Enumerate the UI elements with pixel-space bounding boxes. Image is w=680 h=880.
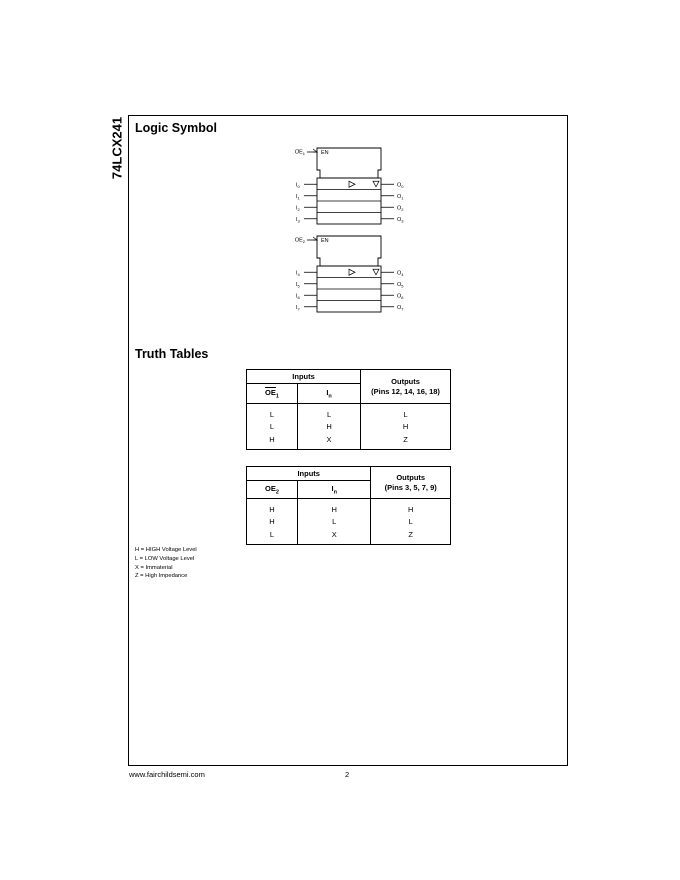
output-pin-label: $O_5$ — [397, 281, 404, 289]
table-cell: L — [298, 404, 361, 420]
oe2-label: OE — [265, 483, 276, 493]
output-pin-label: $O_2$ — [397, 205, 404, 212]
part-number-vertical — [108, 116, 126, 180]
table-cell: H — [247, 434, 298, 449]
in-column-header — [298, 481, 371, 499]
in-column-header — [298, 384, 361, 404]
table-cell: H — [247, 514, 298, 529]
oe1-label: $\overline{OE}$ — [265, 387, 276, 397]
table-cell: H — [247, 499, 298, 515]
truth-table-1 — [246, 369, 451, 450]
enable-label: $OE_1$ — [294, 149, 305, 156]
outputs-header-label: Outputs — [391, 376, 420, 386]
output-pin-label: $O_0$ — [397, 182, 404, 189]
output-pin-label: $O_3$ — [397, 216, 404, 224]
inputs-header: Inputs — [247, 370, 361, 384]
input-pin-label: $I_7$ — [296, 304, 300, 312]
legend-item: X = Immaterial — [135, 564, 173, 571]
part-number-text: 74LCX241 — [109, 116, 125, 180]
table-cell: L — [247, 404, 298, 420]
table-cell: L — [408, 517, 413, 526]
input-pin-label: $I_6$ — [296, 293, 300, 300]
output-pin-label: $O_7$ — [397, 304, 404, 312]
input-pin-label: $I_5$ — [296, 281, 300, 289]
legend-item: Z = High Impedance — [135, 573, 188, 580]
logic-symbol-heading: Logic Symbol — [135, 121, 217, 135]
oe2-column-header — [247, 481, 298, 499]
table-cell: L — [247, 419, 298, 434]
output-pin-label: $O_1$ — [397, 193, 404, 201]
in-label: I — [331, 483, 334, 493]
table-row — [247, 499, 451, 515]
input-pin-label: $I_0$ — [296, 182, 300, 189]
output-pin-label: $O_4$ — [397, 270, 404, 277]
en-label: EN — [321, 238, 329, 244]
table-row — [247, 434, 451, 449]
page-number: 2 — [345, 770, 350, 779]
table-row — [247, 514, 451, 529]
table-cell: H — [407, 505, 414, 514]
table-cell: L — [298, 514, 371, 529]
table-cell: Z — [403, 435, 408, 445]
table-row — [247, 529, 451, 544]
table-cell: Z — [408, 530, 413, 540]
in-sub: n — [333, 489, 337, 496]
outputs-header-label: Outputs — [396, 472, 426, 482]
truth-tables-heading: Truth Tables — [135, 347, 209, 361]
legend-item: H = HIGH Voltage Level — [135, 547, 197, 553]
input-pin-label: $I_3$ — [296, 216, 300, 224]
table-row — [247, 404, 451, 420]
table-cell: X — [298, 434, 361, 449]
input-pin-label: $I_4$ — [296, 270, 300, 277]
oe1-column-header — [247, 384, 298, 404]
outputs-pins-label: (Pins 3, 5, 7, 9) — [384, 482, 437, 492]
table-cell: H — [402, 422, 409, 431]
oe1-sub: 1 — [275, 393, 279, 400]
in-label: I — [326, 387, 329, 397]
table-cell: L — [403, 410, 408, 419]
truth-table-2 — [246, 466, 451, 545]
legend — [135, 546, 197, 581]
table-cell: L — [247, 529, 298, 544]
footer-url-link[interactable]: www.fairchildsemi.com — [129, 770, 205, 779]
table-cell: X — [298, 529, 371, 544]
enable-label: $OE_2$ — [294, 237, 305, 244]
input-pin-label: $I_2$ — [296, 205, 300, 212]
outputs-header — [361, 370, 451, 404]
en-label: EN — [321, 150, 329, 156]
table-row — [247, 419, 451, 434]
input-pin-label: $I_1$ — [296, 193, 300, 201]
inputs-header: Inputs — [247, 467, 371, 481]
table-cell: H — [298, 499, 371, 515]
output-pin-label: $O_6$ — [397, 293, 404, 300]
oe2-sub: 2 — [275, 489, 279, 496]
outputs-pins-label: (Pins 12, 14, 16, 18) — [371, 386, 440, 396]
legend-item: L = LOW Voltage Level — [135, 555, 195, 562]
outputs-header — [371, 467, 451, 499]
in-sub: n — [328, 393, 332, 400]
table-cell: H — [298, 419, 361, 434]
